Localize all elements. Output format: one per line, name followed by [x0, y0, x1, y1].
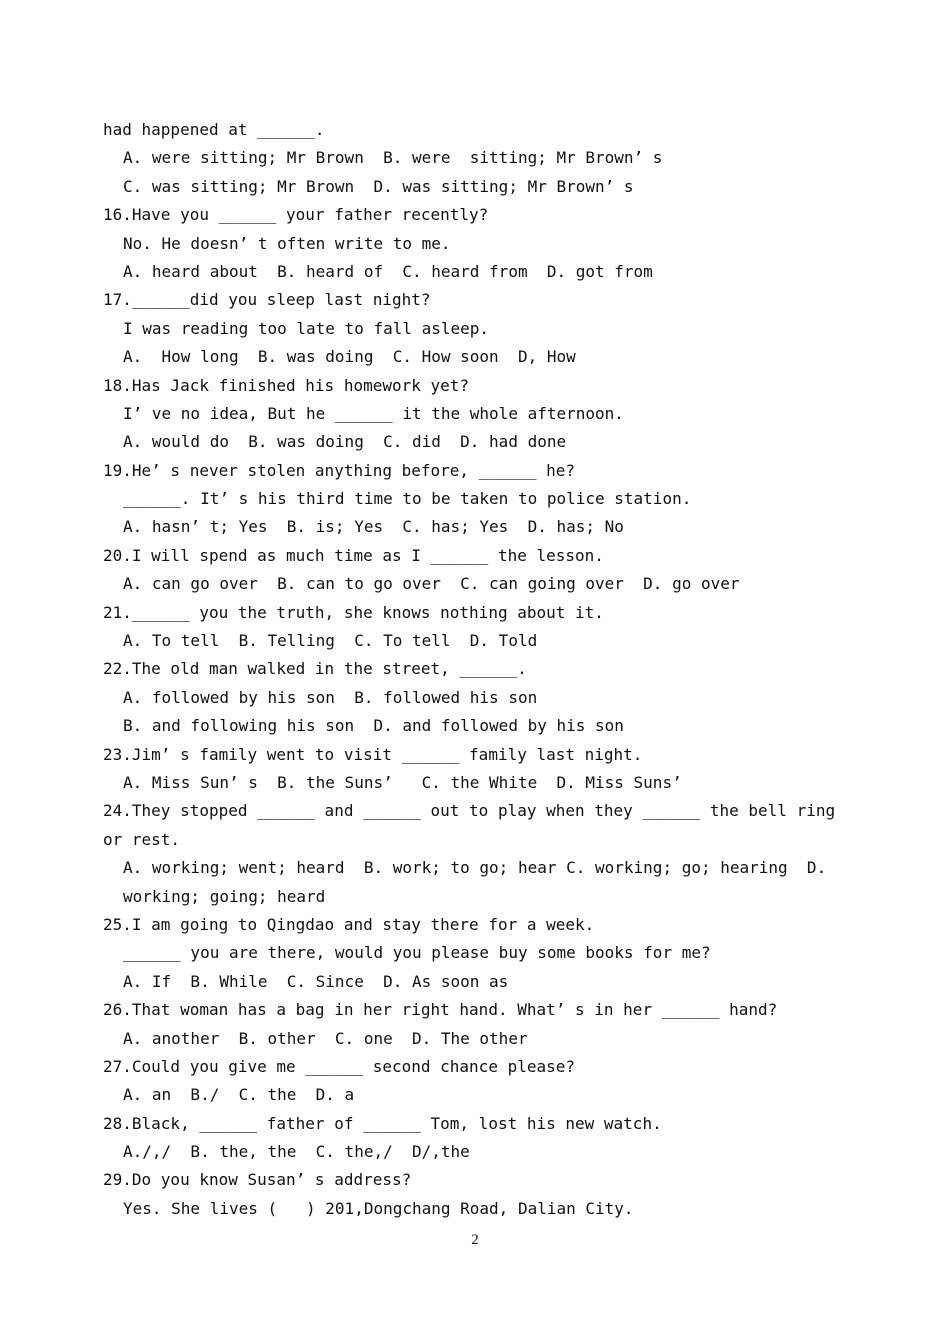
question-line: 27.Could you give me ______ second chance please?	[103, 1056, 576, 1076]
answer-line: A. How long B. was doing C. How soon D, How	[123, 347, 576, 367]
answer-line: C. was sitting; Mr Brown D. was sitting; Mr Brown’ s	[123, 176, 634, 196]
answer-line: ______ you are there, would you please buy some books for me?	[123, 943, 711, 963]
answer-line: A. Miss Sun’ s B. the Suns’ C. the White D. Miss Suns’	[123, 772, 682, 792]
question-line: 20.I will spend as much time as I ______ the lesson.	[103, 545, 604, 565]
answer-line: A. To tell B. Telling C. To tell D. Told	[123, 631, 538, 651]
answer-line: A. were sitting; Mr Brown B. were sitting; Mr Brown’ s	[123, 148, 663, 168]
question-line: 22.The old man walked in the street, ______.	[103, 659, 527, 679]
answer-line: B. and following his son D. and followed by his son	[123, 716, 624, 736]
question-line: 25.I am going to Qingdao and stay there for a week.	[103, 914, 595, 934]
answer-line: A./,/ B. the, the C. the,/ D/,the	[123, 1142, 470, 1162]
question-line: 19.He’ s never stolen anything before, ______ he?	[103, 460, 576, 480]
question-line: 29.Do you know Susan’ s address?	[103, 1170, 412, 1190]
answer-line: A. an B./ C. the D. a	[123, 1085, 355, 1105]
answer-line: No. He doesn’ t often write to me.	[123, 233, 451, 253]
question-line: 24.They stopped ______ and ______ out to play when they ______ the bell ring	[103, 801, 836, 821]
question-line: 17.______did you sleep last night?	[103, 290, 431, 310]
answer-line: A. can go over B. can to go over C. can going over D. go over	[123, 574, 740, 594]
answer-line: I’ ve no idea, But he ______ it the whole afternoon.	[123, 403, 624, 423]
question-line: 18.Has Jack finished his homework yet?	[103, 375, 470, 395]
question-line: or rest.	[103, 829, 181, 849]
answer-line: A. heard about B. heard of C. heard from D. got from	[123, 261, 653, 281]
question-line: 23.Jim’ s family went to visit ______ family last night.	[103, 744, 643, 764]
answer-line: Yes. She lives ( ) 201,Dongchang Road, Dalian City.	[123, 1198, 634, 1218]
answer-line: A. working; went; heard B. work; to go; hear C. working; go; hearing D.	[123, 858, 827, 878]
question-line: 21.______ you the truth, she knows nothing about it.	[103, 602, 604, 622]
answer-line: ______. It’ s his third time to be taken to police station.	[123, 489, 692, 509]
answer-line: A. would do B. was doing C. did D. had done	[123, 432, 567, 452]
answer-line: A. another B. other C. one D. The other	[123, 1028, 528, 1048]
answer-line: A. followed by his son B. followed his son	[123, 687, 538, 707]
question-line: had happened at ______.	[103, 120, 325, 139]
question-line: 26.That woman has a bag in her right hand. What’ s in her ______ hand?	[103, 1000, 778, 1020]
answer-line: I was reading too late to fall asleep.	[123, 318, 490, 338]
document-body	[103, 116, 848, 1223]
answer-line: A. If B. While C. Since D. As soon as	[123, 971, 509, 991]
answer-line: A. hasn’ t; Yes B. is; Yes C. has; Yes D. has; No	[123, 517, 624, 537]
page-number: 2	[471, 1232, 479, 1248]
answer-line: working; going; heard	[123, 886, 326, 906]
question-line: 16.Have you ______ your father recently?	[103, 205, 489, 225]
question-line: 28.Black, ______ father of ______ Tom, lost his new watch.	[103, 1113, 662, 1133]
